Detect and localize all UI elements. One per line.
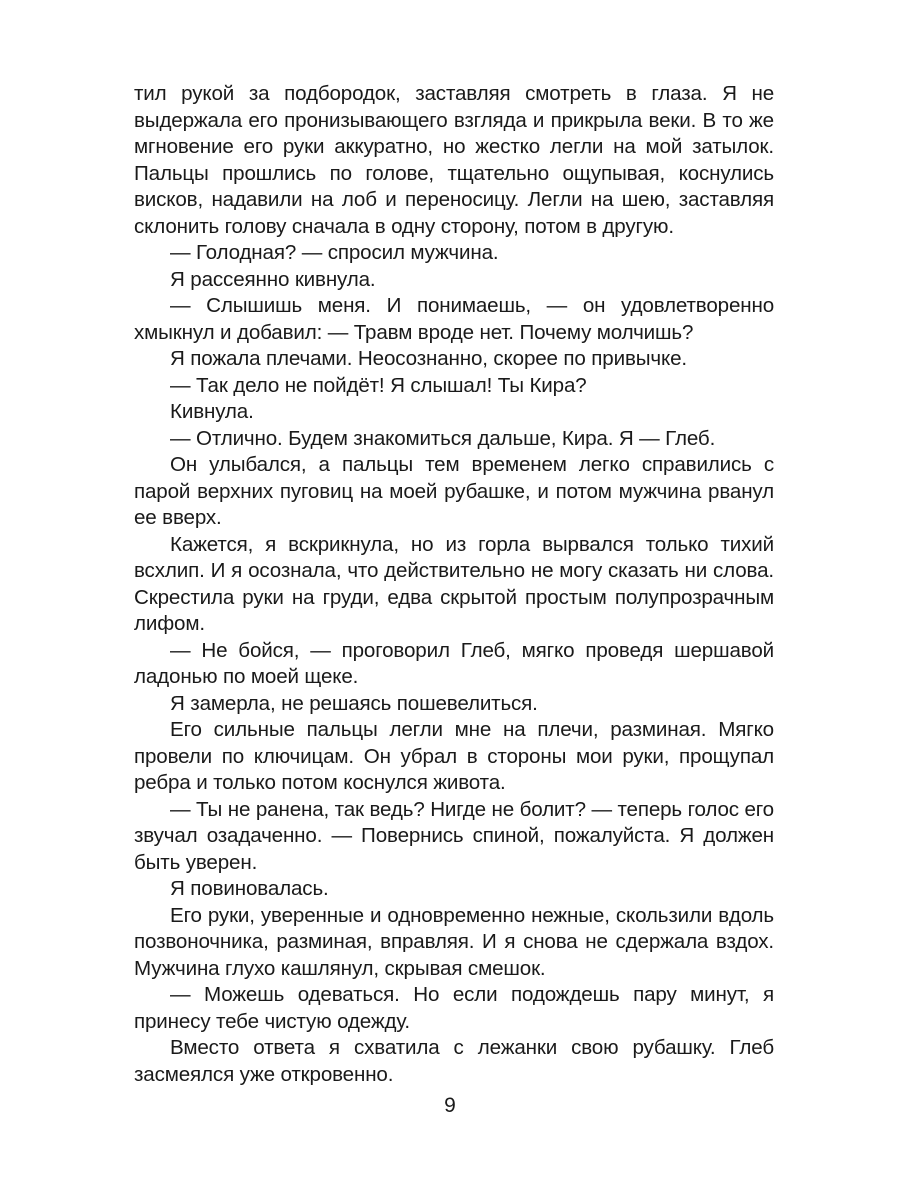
paragraph: тил рукой за подбородок, заставляя смотреть в глаза. Я не выдержала его пронизывающего взгляда и прикрыла веки. В то же мгновение его руки аккуратно, но жестко легли на мой затылок. Пальцы прошлись по голове, тщательно ощупывая, коснулись висков, надавили на лоб и переносицу. Легли на шею, заставляя склонить голову сначала в одну сторону, потом в другую. — [134, 82, 774, 238]
paragraph: Кажется, я вскрикнула, но из горла вырвался только тихий всхлип. И я осознала, что действительно не могу сказать ни слова. Скрестила руки на груди, едва скрытой простым полупрозрачным лифом. — [134, 532, 774, 635]
paragraph: Я замерла, не решаясь пошевелиться. — [170, 691, 538, 715]
body-text — [134, 81, 774, 1088]
paragraph: Кивнула. — [170, 400, 254, 423]
paragraph: — Голодная? — спросил мужчина. — [170, 241, 499, 264]
paragraph: Я рассеянно кивнула. — [170, 267, 376, 291]
paragraph: Вместо ответа я схватила с лежанки свою рубашку. Глеб засмеялся уже откровенно. — [134, 1036, 774, 1086]
paragraph: — Отлично. Будем знакомиться дальше, Кира. Я — Глеб. — [170, 426, 716, 450]
paragraph: Его сильные пальцы легли мне на плечи, разминая. Мягко провели по ключицам. Он убрал в стороны мои руки, прощупал ребра и только потом коснулся живота. — [134, 718, 774, 794]
paragraph: Он улыбался, а пальцы тем временем легко справились с парой верхних пуговиц на моей рубашке, и потом мужчина рванул ее вверх. — [134, 453, 774, 529]
paragraph: Его руки, уверенные и одновременно нежные, скользили вдоль позвоночника, разминая, вправляя. И я снова не сдержала вздох. Мужчина глухо кашлянул, скрывая смешок. — [134, 903, 774, 980]
paragraph: Я повиновалась. — [170, 877, 329, 900]
paragraph: Я пожала плечами. Неосознанно, скорее по привычке. — [170, 347, 687, 370]
page-number: 9 — [444, 1094, 456, 1117]
paragraph: — Слышишь меня. И понимаешь, — он удовлетворенно хмыкнул и добавил: — Травм вроде нет. Почему молчишь? — [134, 294, 774, 344]
paragraph: — Ты не ранена, так ведь? Нигде не болит? — теперь голос его звучал озадаченно. — Повернись спиной, пожалуйста. Я должен быть уверен. — [134, 797, 774, 874]
paragraph: — Так дело не пойдёт! Я слышал! Ты Кира? — [170, 373, 587, 397]
paragraph: — Можешь одеваться. Но если подождешь пару минут, я принесу тебе чистую одежду. — [134, 983, 774, 1033]
paragraph: — Не бойся, — проговорил Глеб, мягко проведя шершавой ладонью по моей щеке. — [134, 638, 774, 688]
